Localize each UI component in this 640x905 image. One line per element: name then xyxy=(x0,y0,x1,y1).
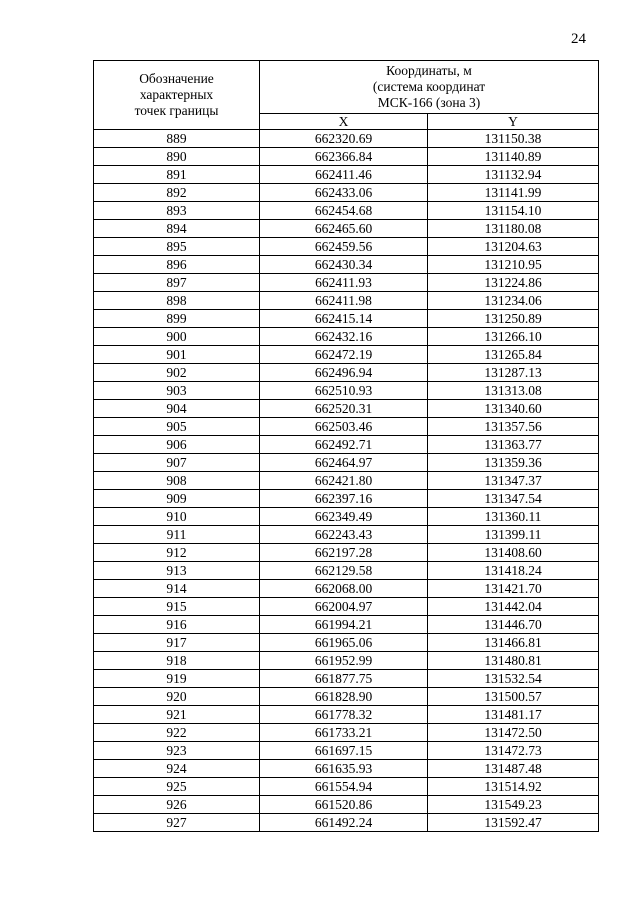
y-cell: 131347.54 xyxy=(428,490,599,508)
x-cell: 662503.46 xyxy=(260,418,428,436)
y-cell: 131549.23 xyxy=(428,796,599,814)
table-row xyxy=(94,490,599,508)
table-row xyxy=(94,148,599,166)
y-cell: 131154.10 xyxy=(428,202,599,220)
point-cell: 921 xyxy=(94,706,260,724)
point-cell: 908 xyxy=(94,472,260,490)
point-cell: 907 xyxy=(94,454,260,472)
y-cell: 131266.10 xyxy=(428,328,599,346)
table-row xyxy=(94,724,599,742)
point-cell: 913 xyxy=(94,562,260,580)
y-cell: 131592.47 xyxy=(428,814,599,832)
point-cell: 889 xyxy=(94,130,260,148)
point-cell: 898 xyxy=(94,292,260,310)
table-row xyxy=(94,418,599,436)
table-row xyxy=(94,742,599,760)
table-row xyxy=(94,508,599,526)
x-cell: 662464.97 xyxy=(260,454,428,472)
y-cell: 131442.04 xyxy=(428,598,599,616)
point-cell: 897 xyxy=(94,274,260,292)
y-cell: 131357.56 xyxy=(428,418,599,436)
point-cell: 893 xyxy=(94,202,260,220)
point-cell: 927 xyxy=(94,814,260,832)
x-cell: 661492.24 xyxy=(260,814,428,832)
y-cell: 131204.63 xyxy=(428,238,599,256)
x-cell: 662432.16 xyxy=(260,328,428,346)
x-column-header: X xyxy=(260,114,428,130)
table-row xyxy=(94,472,599,490)
y-cell: 131180.08 xyxy=(428,220,599,238)
y-cell: 131141.99 xyxy=(428,184,599,202)
y-cell: 131224.86 xyxy=(428,274,599,292)
point-cell: 896 xyxy=(94,256,260,274)
table-row xyxy=(94,184,599,202)
table-row xyxy=(94,274,599,292)
table-row xyxy=(94,382,599,400)
y-cell: 131340.60 xyxy=(428,400,599,418)
point-cell: 923 xyxy=(94,742,260,760)
x-cell: 662129.58 xyxy=(260,562,428,580)
x-cell: 661877.75 xyxy=(260,670,428,688)
table-row xyxy=(94,400,599,418)
x-cell: 662415.14 xyxy=(260,310,428,328)
x-cell: 662465.60 xyxy=(260,220,428,238)
point-cell: 900 xyxy=(94,328,260,346)
y-cell: 131418.24 xyxy=(428,562,599,580)
table-row xyxy=(94,616,599,634)
x-cell: 662472.19 xyxy=(260,346,428,364)
point-cell: 922 xyxy=(94,724,260,742)
x-cell: 661994.21 xyxy=(260,616,428,634)
point-cell: 910 xyxy=(94,508,260,526)
y-cell: 131140.89 xyxy=(428,148,599,166)
y-cell: 131313.08 xyxy=(428,382,599,400)
x-cell: 661635.93 xyxy=(260,760,428,778)
point-cell: 905 xyxy=(94,418,260,436)
table-row xyxy=(94,652,599,670)
y-cell: 131532.54 xyxy=(428,670,599,688)
page-number: 24 xyxy=(571,31,586,47)
x-cell: 661697.15 xyxy=(260,742,428,760)
y-cell: 131150.38 xyxy=(428,130,599,148)
x-cell: 662068.00 xyxy=(260,580,428,598)
y-cell: 131446.70 xyxy=(428,616,599,634)
table-header xyxy=(94,61,599,130)
y-cell: 131234.06 xyxy=(428,292,599,310)
table-row xyxy=(94,454,599,472)
table-row xyxy=(94,328,599,346)
point-label-text: Обозначение характерных точек границы xyxy=(134,71,219,118)
y-cell: 131514.92 xyxy=(428,778,599,796)
x-cell: 662421.80 xyxy=(260,472,428,490)
point-cell: 909 xyxy=(94,490,260,508)
table-row xyxy=(94,166,599,184)
point-cell: 916 xyxy=(94,616,260,634)
x-cell: 661520.86 xyxy=(260,796,428,814)
point-cell: 925 xyxy=(94,778,260,796)
x-cell: 662411.98 xyxy=(260,292,428,310)
point-cell: 920 xyxy=(94,688,260,706)
y-cell: 131347.37 xyxy=(428,472,599,490)
x-cell: 662411.46 xyxy=(260,166,428,184)
table-row xyxy=(94,526,599,544)
table-row xyxy=(94,436,599,454)
x-cell: 661778.32 xyxy=(260,706,428,724)
x-cell: 662243.43 xyxy=(260,526,428,544)
table-row xyxy=(94,364,599,382)
y-cell: 131481.17 xyxy=(428,706,599,724)
y-cell: 131472.50 xyxy=(428,724,599,742)
point-cell: 901 xyxy=(94,346,260,364)
x-cell: 661952.99 xyxy=(260,652,428,670)
table-row xyxy=(94,130,599,148)
x-cell: 661733.21 xyxy=(260,724,428,742)
y-cell: 131408.60 xyxy=(428,544,599,562)
point-cell: 926 xyxy=(94,796,260,814)
table-row xyxy=(94,580,599,598)
table-row xyxy=(94,562,599,580)
x-cell: 662366.84 xyxy=(260,148,428,166)
point-cell: 918 xyxy=(94,652,260,670)
y-cell: 131360.11 xyxy=(428,508,599,526)
x-cell: 662197.28 xyxy=(260,544,428,562)
x-cell: 662520.31 xyxy=(260,400,428,418)
point-cell: 902 xyxy=(94,364,260,382)
point-cell: 894 xyxy=(94,220,260,238)
y-cell: 131466.81 xyxy=(428,634,599,652)
x-cell: 662397.16 xyxy=(260,490,428,508)
point-cell: 903 xyxy=(94,382,260,400)
table-row xyxy=(94,202,599,220)
point-cell: 911 xyxy=(94,526,260,544)
x-cell: 662454.68 xyxy=(260,202,428,220)
table-row xyxy=(94,796,599,814)
y-cell: 131472.73 xyxy=(428,742,599,760)
table-row xyxy=(94,220,599,238)
table-row xyxy=(94,256,599,274)
x-cell: 662349.49 xyxy=(260,508,428,526)
point-cell: 917 xyxy=(94,634,260,652)
header-row xyxy=(94,61,599,114)
y-cell: 131132.94 xyxy=(428,166,599,184)
x-cell: 661965.06 xyxy=(260,634,428,652)
point-cell: 892 xyxy=(94,184,260,202)
x-cell: 661828.90 xyxy=(260,688,428,706)
point-cell: 915 xyxy=(94,598,260,616)
x-cell: 662510.93 xyxy=(260,382,428,400)
point-cell: 919 xyxy=(94,670,260,688)
table-row xyxy=(94,814,599,832)
y-cell: 131399.11 xyxy=(428,526,599,544)
point-cell: 899 xyxy=(94,310,260,328)
point-cell: 904 xyxy=(94,400,260,418)
table-row xyxy=(94,238,599,256)
table-row xyxy=(94,778,599,796)
y-cell: 131363.77 xyxy=(428,436,599,454)
y-cell: 131359.36 xyxy=(428,454,599,472)
table-row xyxy=(94,760,599,778)
table-row xyxy=(94,706,599,724)
coordinates-group-header xyxy=(260,61,599,114)
x-cell: 662004.97 xyxy=(260,598,428,616)
x-cell: 662411.93 xyxy=(260,274,428,292)
coordinates-group-text: Координаты, м (система координат МСК-166 (зона 3) xyxy=(372,63,486,110)
y-column-header: Y xyxy=(428,114,599,130)
x-cell: 662430.34 xyxy=(260,256,428,274)
y-cell: 131287.13 xyxy=(428,364,599,382)
point-cell: 895 xyxy=(94,238,260,256)
x-cell: 662459.56 xyxy=(260,238,428,256)
point-cell: 924 xyxy=(94,760,260,778)
point-label-header xyxy=(94,61,260,130)
table-row xyxy=(94,634,599,652)
y-cell: 131265.84 xyxy=(428,346,599,364)
point-cell: 890 xyxy=(94,148,260,166)
table-row xyxy=(94,688,599,706)
x-cell: 662496.94 xyxy=(260,364,428,382)
table-row xyxy=(94,310,599,328)
table-row xyxy=(94,292,599,310)
y-cell: 131487.48 xyxy=(428,760,599,778)
y-cell: 131421.70 xyxy=(428,580,599,598)
x-cell: 662320.69 xyxy=(260,130,428,148)
x-cell: 662492.71 xyxy=(260,436,428,454)
x-cell: 662433.06 xyxy=(260,184,428,202)
table-row xyxy=(94,346,599,364)
x-cell: 661554.94 xyxy=(260,778,428,796)
y-cell: 131480.81 xyxy=(428,652,599,670)
point-cell: 891 xyxy=(94,166,260,184)
coordinates-table xyxy=(93,60,599,832)
y-cell: 131250.89 xyxy=(428,310,599,328)
table-row xyxy=(94,670,599,688)
point-cell: 906 xyxy=(94,436,260,454)
table-row xyxy=(94,598,599,616)
table-body xyxy=(94,130,599,832)
point-cell: 914 xyxy=(94,580,260,598)
y-cell: 131210.95 xyxy=(428,256,599,274)
y-cell: 131500.57 xyxy=(428,688,599,706)
table-row xyxy=(94,544,599,562)
point-cell: 912 xyxy=(94,544,260,562)
